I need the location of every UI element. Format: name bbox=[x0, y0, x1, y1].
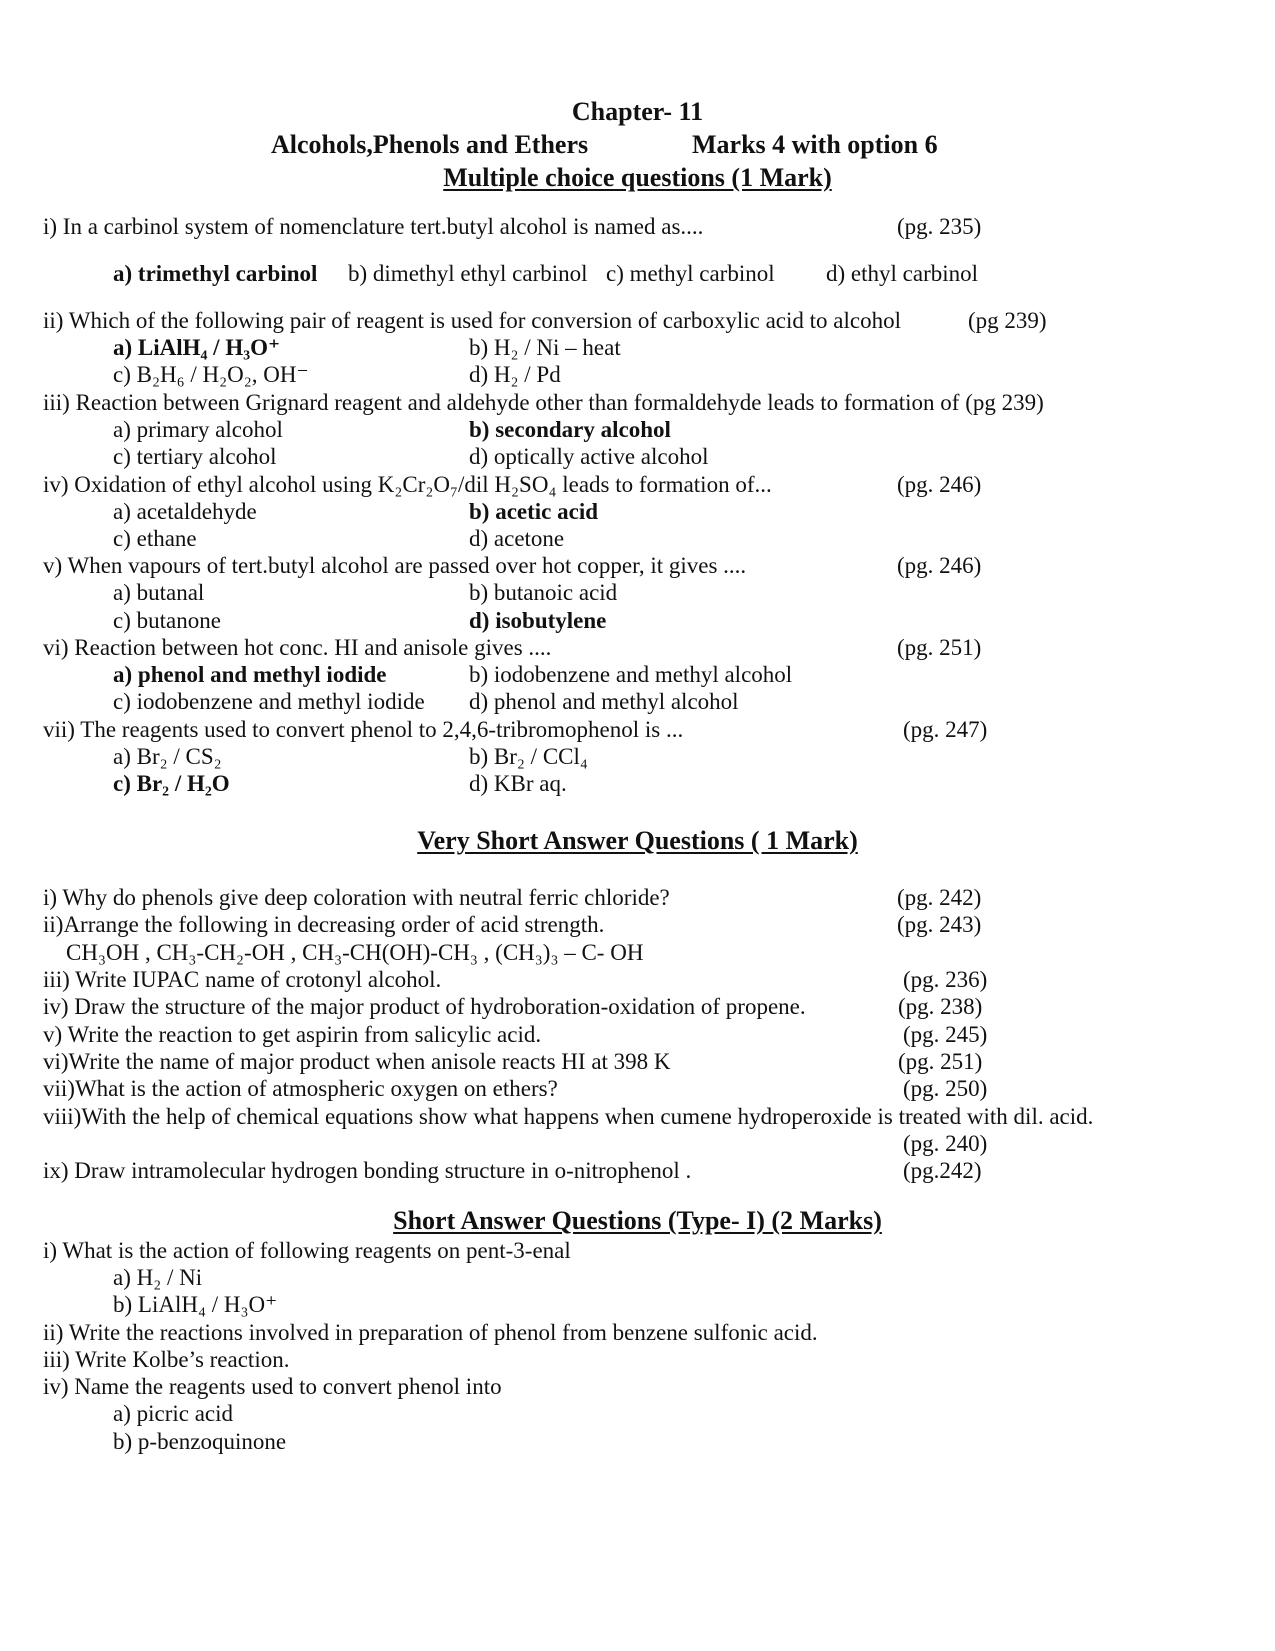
sa-q1-part-a: a) H₂ / Ni bbox=[113, 1265, 203, 1290]
vsa-q3-ref: (pg. 236) bbox=[903, 967, 988, 992]
mcq-q6-option-a: a) phenol and methyl iodide bbox=[113, 662, 387, 687]
mcq-q2-option-d: d) H₂ / Pd bbox=[469, 362, 561, 387]
mcq-q3-option-d: d) optically active alcohol bbox=[469, 444, 709, 469]
sa-q4-part-b: b) p-benzoquinone bbox=[113, 1429, 287, 1454]
sa-q3: iii) Write Kolbe’s reaction. bbox=[43, 1347, 290, 1372]
mcq-q6-option-b: b) iodobenzene and methyl alcohol bbox=[469, 662, 793, 687]
mcq-q5-option-d: d) isobutylene bbox=[469, 608, 607, 633]
mcq-q5-option-b: b) butanoic acid bbox=[469, 580, 618, 605]
sa-q1-part-b: b) LiAlH₄ / H₃O⁺ bbox=[113, 1292, 278, 1317]
mcq-q1-option-b: b) dimethyl ethyl carbinol bbox=[348, 261, 588, 286]
vsa-q8: viii)With the help of chemical equations show what happens when cumene hydroperoxide is treated with dil. acid. bbox=[43, 1104, 1094, 1129]
vsa-q2-ref: (pg. 243) bbox=[897, 912, 982, 937]
mcq-q6-option-d: d) phenol and methyl alcohol bbox=[469, 689, 739, 714]
chapter-name: Alcohols,Phenols and Ethers bbox=[271, 130, 589, 159]
mcq-q1-option-a: a) trimethyl carbinol bbox=[113, 261, 318, 286]
mcq-q4-option-d: d) acetone bbox=[469, 526, 565, 551]
mcq-q2: ii) Which of the following pair of reagent is used for conversion of carboxylic acid to alcohol bbox=[43, 308, 901, 333]
mcq-q4-option-a: a) acetaldehyde bbox=[113, 499, 257, 524]
mcq-q5-option-a: a) butanal bbox=[113, 580, 205, 605]
vsa-q5: v) Write the reaction to get aspirin from salicylic acid. bbox=[43, 1022, 542, 1047]
sa-heading: Short Answer Questions (Type- I) (2 Marks) bbox=[393, 1206, 882, 1235]
mcq-q4-ref: (pg. 246) bbox=[897, 472, 982, 497]
chapter-title: Chapter- 11 bbox=[571, 97, 704, 126]
vsa-q2-compounds: CH₃OH , CH₃-CH₂-OH , CH₃-CH(OH)-CH₃ , (CH₃)₃ – C- OH bbox=[66, 940, 644, 965]
mcq-q3-option-a: a) primary alcohol bbox=[113, 417, 283, 442]
sa-q4: iv) Name the reagents used to convert phenol into bbox=[43, 1374, 502, 1399]
marks-info: Marks 4 with option 6 bbox=[692, 130, 938, 159]
mcq-q1: i) In a carbinol system of nomenclature tert.butyl alcohol is named as.... bbox=[43, 214, 704, 239]
mcq-q6-ref: (pg. 251) bbox=[897, 635, 982, 660]
sa-q4-part-a: a) picric acid bbox=[113, 1401, 234, 1426]
vsa-q1: i) Why do phenols give deep coloration with neutral ferric chloride? bbox=[43, 885, 670, 910]
mcq-q5: v) When vapours of tert.butyl alcohol are passed over hot copper, it gives .... bbox=[43, 553, 747, 578]
vsa-q5-ref: (pg. 245) bbox=[903, 1022, 988, 1047]
vsa-q4-ref: (pg. 238) bbox=[898, 994, 983, 1019]
mcq-q2-option-c: c) B₂H₆ / H₂O₂, OH⁻ bbox=[113, 362, 309, 387]
sa-q1: i) What is the action of following reagents on pent-3-enal bbox=[43, 1238, 571, 1263]
vsa-q9: ix) Draw intramolecular hydrogen bonding structure in o-nitrophenol . bbox=[43, 1158, 692, 1183]
mcq-q7: vii) The reagents used to convert phenol to 2,4,6-tribromophenol is ... bbox=[43, 717, 684, 742]
vsa-q4: iv) Draw the structure of the major product of hydroboration-oxidation of propene. bbox=[43, 994, 806, 1019]
mcq-q6-option-c: c) iodobenzene and methyl iodide bbox=[113, 689, 425, 714]
mcq-q1-ref: (pg. 235) bbox=[897, 214, 982, 239]
mcq-q2-ref: (pg 239) bbox=[968, 308, 1047, 333]
mcq-q3-option-b: b) secondary alcohol bbox=[469, 417, 671, 442]
mcq-heading: Multiple choice questions (1 Mark) bbox=[443, 163, 832, 192]
sa-q2: ii) Write the reactions involved in preparation of phenol from benzene sulfonic acid. bbox=[43, 1320, 818, 1345]
vsa-q7: vii)What is the action of atmospheric oxygen on ethers? bbox=[43, 1076, 558, 1101]
mcq-q4: iv) Oxidation of ethyl alcohol using K₂Cr₂O₇/dil H₂SO₄ leads to formation of... bbox=[43, 472, 772, 497]
mcq-q3-option-c: c) tertiary alcohol bbox=[113, 444, 277, 469]
mcq-q4-option-b: b) acetic acid bbox=[469, 499, 599, 524]
mcq-q2-option-b: b) H₂ / Ni – heat bbox=[469, 335, 621, 360]
mcq-q3: iii) Reaction between Grignard reagent and aldehyde other than formaldehyde leads to formation of (pg 239) bbox=[43, 390, 1044, 415]
mcq-q7-ref: (pg. 247) bbox=[903, 717, 988, 742]
vsa-q6: vi)Write the name of major product when anisole reacts HI at 398 K bbox=[43, 1049, 671, 1074]
mcq-q2-option-a: a) LiAlH₄ / H₃O⁺ bbox=[113, 335, 281, 360]
vsa-q6-ref: (pg. 251) bbox=[898, 1049, 983, 1074]
vsa-q1-ref: (pg. 242) bbox=[897, 885, 982, 910]
vsa-q8-ref: (pg. 240) bbox=[903, 1131, 988, 1156]
mcq-q7-option-d: d) KBr aq. bbox=[469, 771, 567, 796]
vsa-q9-ref: (pg.242) bbox=[903, 1158, 982, 1183]
vsa-q2: ii)Arrange the following in decreasing order of acid strength. bbox=[43, 912, 605, 937]
mcq-q5-ref: (pg. 246) bbox=[897, 553, 982, 578]
mcq-q6: vi) Reaction between hot conc. HI and anisole gives .... bbox=[43, 635, 552, 660]
vsa-heading: Very Short Answer Questions ( 1 Mark) bbox=[417, 826, 858, 855]
vsa-q7-ref: (pg. 250) bbox=[903, 1076, 988, 1101]
mcq-q1-option-d: d) ethyl carbinol bbox=[826, 261, 979, 286]
mcq-q7-option-a: a) Br₂ / CS₂ bbox=[113, 744, 222, 769]
mcq-q7-option-c: c) Br₂ / H₂O bbox=[113, 771, 230, 796]
vsa-q3: iii) Write IUPAC name of crotonyl alcohol. bbox=[43, 967, 442, 992]
mcq-q5-option-c: c) butanone bbox=[113, 608, 221, 633]
mcq-q1-option-c: c) methyl carbinol bbox=[606, 261, 775, 286]
mcq-q4-option-c: c) ethane bbox=[113, 526, 197, 551]
mcq-q7-option-b: b) Br₂ / CCl₄ bbox=[469, 744, 588, 769]
